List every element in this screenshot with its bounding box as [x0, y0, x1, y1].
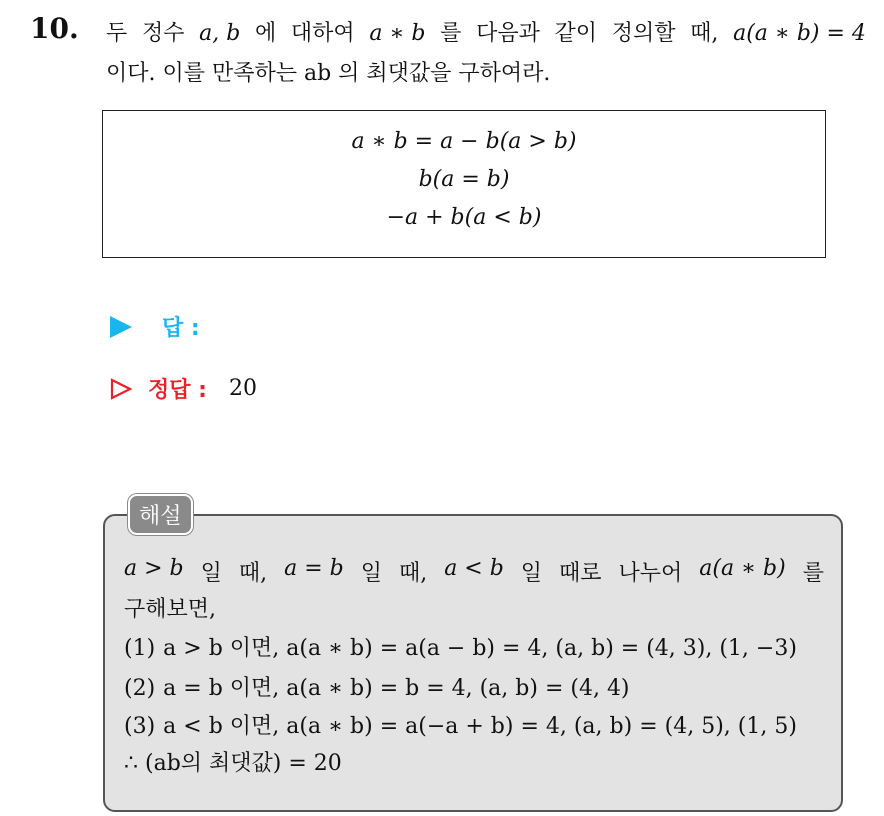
question-word: 두 [106, 21, 128, 46]
correct-answer-label: 정답 : [148, 378, 207, 403]
solution-math: a < b [444, 556, 504, 581]
solution-math: a = b [284, 556, 344, 581]
solution-word: 일 [200, 561, 222, 586]
question-math: a(a ∗ b) = 4 [733, 21, 866, 46]
question-word: 정의할 [611, 21, 676, 46]
definition-line-1: a ∗ b = a − b(a > b) [351, 129, 577, 154]
question-word: 를 [440, 21, 462, 46]
filled-triangle-icon [110, 316, 132, 338]
question-line-1 [106, 14, 866, 54]
solution-case-1 [124, 631, 797, 662]
case-text: a = b 이면, a(a ∗ b) = b = 4, (a, b) = (4, 4) [163, 676, 630, 701]
question-word: 에 [254, 21, 277, 46]
definition-box [102, 110, 826, 258]
case-label: (2) [124, 676, 156, 701]
solution-math: a > b [124, 556, 184, 581]
solution-word: 나누어 [618, 561, 683, 586]
question-line-2: 이다. 이를 만족하는 ab 의 최댓값을 구하여라. [106, 61, 551, 86]
question-word: 대하여 [290, 21, 355, 46]
question-math: a, b [199, 21, 241, 46]
case-text: a > b 이면, a(a ∗ b) = a(a − b) = 4, (a, b) = (4, 3), (1, −3) [163, 636, 797, 661]
solution-word: 때, [398, 561, 428, 586]
definition-line-3: −a + b(a < b) [386, 205, 542, 230]
solution-case-3 [124, 709, 797, 740]
case-text: a < b 이면, a(a ∗ b) = a(−a + b) = 4, (a, b) = (4, 5), (1, 5) [163, 714, 797, 739]
solution-math: a(a ∗ b) [699, 556, 786, 581]
question-word: 같이 [554, 21, 598, 46]
question-word: 다음과 [476, 21, 540, 46]
definition-line-2: b(a = b) [418, 167, 510, 192]
question-word: 정수 [141, 21, 185, 46]
solution-word: 일 [360, 561, 382, 586]
answer-row [110, 311, 200, 342]
solution-tag: 해설 [128, 494, 193, 535]
solution-word: 일 [520, 561, 543, 586]
solution-line-2: 구해보면, [124, 597, 217, 622]
question-number: 10. [30, 12, 79, 45]
question-math: a ∗ b [369, 21, 426, 46]
case-label: (1) [124, 636, 156, 661]
solution-word: 를 [802, 561, 824, 586]
solution-word: 때, [238, 561, 268, 586]
correct-answer-value: 20 [228, 376, 257, 401]
correct-answer-row [110, 373, 257, 404]
outline-triangle-icon [110, 378, 132, 400]
solution-word: 때로 [559, 561, 602, 586]
case-label: (3) [124, 714, 156, 739]
solution-line-1 [124, 556, 824, 587]
solution-conclusion: ∴ (ab의 최댓값) = 20 [124, 751, 342, 776]
question-word: 때, [690, 21, 719, 46]
question-text [106, 14, 866, 94]
answer-label: 답 : [162, 316, 200, 341]
solution-case-2 [124, 671, 630, 702]
